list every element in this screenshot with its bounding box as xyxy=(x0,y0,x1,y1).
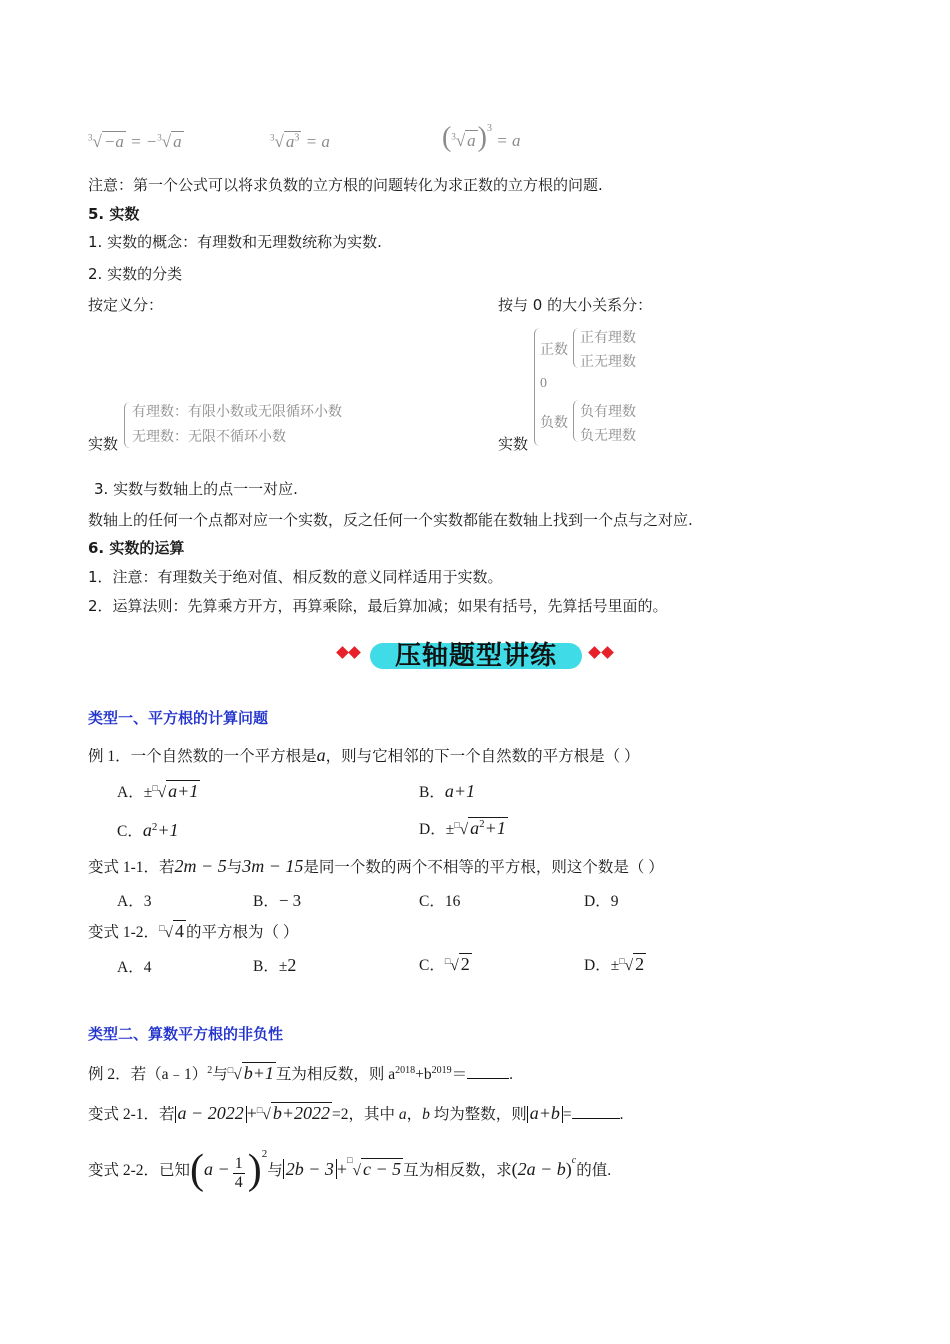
formula-cube-of-cube-root: ($^3$√ a)$^3$ = a xyxy=(442,122,521,153)
example-1-option-c: C．$a^2+1$ xyxy=(117,820,179,840)
left-tree-brace xyxy=(124,402,131,448)
sec5-p2: 2. 实数的分类 xyxy=(88,265,183,283)
right-tree-negative-irrational: 负无理数 xyxy=(580,428,636,444)
right-tree-root: 实数 xyxy=(498,435,529,453)
right-tree-positive-brace xyxy=(573,328,579,368)
formula-cube-root-negative: $^3$√ −a = −$^3$√ a xyxy=(88,132,182,151)
banner-diamond-left-1 xyxy=(336,646,349,659)
variant-1-1-option-d: D．9 xyxy=(584,893,619,910)
type-1-heading: 类型一、平方根的计算问题 xyxy=(88,709,269,727)
section-6-heading: 6. 实数的运算 xyxy=(88,539,185,557)
left-tree-root: 实数 xyxy=(88,435,119,453)
variant-1-2-option-b: B．±2 xyxy=(253,955,297,975)
banner-diamond-right-2 xyxy=(601,646,614,659)
example-2-question: 例 2．若（a﹣1）$^2$与□√ b+1 互为相反数，则 $a^{2018}+b^{2019}=$ . xyxy=(88,1063,514,1083)
example-1-option-b: B．a+1 xyxy=(419,781,475,801)
left-tree-item-irrational: 无理数：无限不循环小数 xyxy=(132,429,286,445)
variant-1-2-option-c: C．□√ 2 xyxy=(419,954,470,974)
variant-1-1-question: 变式 1-1．若2m − 5与3m − 15是同一个数的两个不相等的平方根，则这个数是（ ） xyxy=(88,856,664,876)
example-1-question: 例 1．一个自然数的一个平方根是a，则与它相邻的下一个自然数的平方根是（ ） xyxy=(88,745,640,765)
variant-1-2-question: 变式 1-2．□√ 4 的平方根为（ ） xyxy=(88,921,299,941)
example-2-answer-blank[interactable] xyxy=(467,1078,509,1079)
variant-2-1-question: 变式 2-1．若 a − 2022 +□√ b+2022 =2，其中 a，b 均为整数，则 a+b = . xyxy=(88,1103,624,1123)
type-2-heading: 类型二、算数平方根的非负性 xyxy=(88,1025,284,1043)
sec6-p1: 1．注意：有理数关于绝对值、相反数的意义同样适用于实数。 xyxy=(88,568,503,586)
banner-diamond-left-2 xyxy=(348,646,361,659)
sec6-p2: 2．运算法则：先算乘方开方，再算乘除，最后算加减；如果有括号，先算括号里面的。 xyxy=(88,597,668,615)
section-banner xyxy=(370,635,582,673)
right-tree-zero: 0 xyxy=(540,376,547,391)
example-1-option-d: D．±□√ $a^2+1$ xyxy=(419,818,506,838)
variant-1-1-option-c: C．16 xyxy=(419,893,461,910)
formula-cube-root-of-cube: $^3$√ $a^3 = a$ xyxy=(270,132,330,151)
right-tree-negative-brace xyxy=(573,400,579,442)
left-tree-item-rational: 有理数：有限小数或无限循环小数 xyxy=(132,404,342,420)
banner-diamond-right-1 xyxy=(588,646,601,659)
example-1-option-a: A．±□√ a+1 xyxy=(117,781,199,801)
right-tree-positive-irrational: 正无理数 xyxy=(580,354,636,370)
right-tree-negative: 负数 xyxy=(540,415,568,431)
sec5-p3: 3. 实数与数轴上的点一一对应. xyxy=(94,480,298,498)
variant-1-2-option-d: D．±□√ 2 xyxy=(584,954,645,974)
classification-by-sign-title: 按与 0 的大小关系分： xyxy=(498,296,653,314)
banner-title: 压轴题型讲练 xyxy=(394,641,557,671)
sec5-p1: 1. 实数的概念：有理数和无理数统称为实数. xyxy=(88,233,382,251)
sec5-p4: 数轴上的任何一个点都对应一个实数，反之任何一个实数都能在数轴上找到一个点与之对应. xyxy=(88,511,693,529)
classification-by-definition-title: 按定义分： xyxy=(88,296,164,314)
right-tree-negative-rational: 负有理数 xyxy=(580,404,636,420)
section-5-heading: 5. 实数 xyxy=(88,205,140,223)
right-tree-positive-rational: 正有理数 xyxy=(580,330,636,346)
variant-1-1-option-b: B．− 3 xyxy=(253,891,302,910)
note-text: 注意：第一个公式可以将求负数的立方根的问题转化为求正数的立方根的问题. xyxy=(88,176,603,194)
variant-1-2-option-a: A．4 xyxy=(117,959,152,976)
variant-2-1-answer-blank[interactable] xyxy=(572,1118,620,1119)
right-tree-positive: 正数 xyxy=(540,342,568,358)
variant-2-2-question: 变式 2-2．已知(a − $\frac{1}{4}$ )$^2$与 2b − 3 +□√ c − 5 互为相反数，求$(2a - b)^c$的值. xyxy=(88,1147,612,1193)
variant-1-1-option-a: A．3 xyxy=(117,893,152,910)
